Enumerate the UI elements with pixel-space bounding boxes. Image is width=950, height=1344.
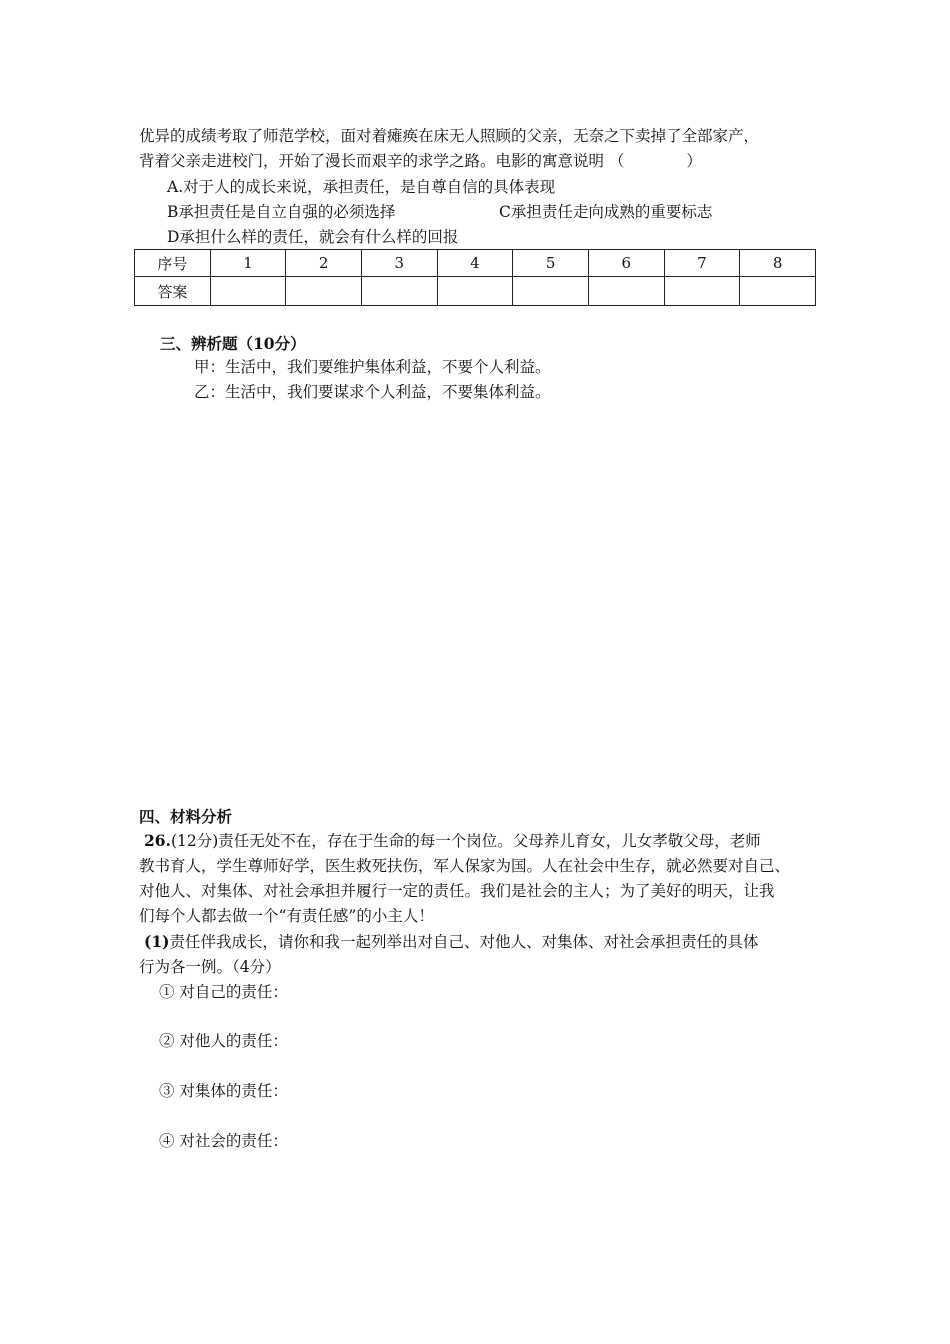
column-number: 1 xyxy=(210,250,286,277)
answer-cell[interactable] xyxy=(361,277,437,306)
answer-prompt-others: ② 对他人的责任： xyxy=(159,1032,288,1050)
column-number: 7 xyxy=(664,250,740,277)
question-text-line-1: 优异的成绩考取了师范学校，面对着瘫痪在床无人照顾的父亲，无奈之下卖掉了全部家产， xyxy=(139,127,760,145)
sub-question-1-line-1 xyxy=(144,931,758,953)
question-26-line-2: 教书育人，学生尊师好学，医生救死扶伤，军人保家为国。人在社会中生存，就必然要对自己、 xyxy=(139,857,791,875)
answer-cell[interactable] xyxy=(664,277,740,306)
answer-table xyxy=(134,249,816,306)
statement-yi: 乙：生活中，我们要谋求个人利益，不要集体利益。 xyxy=(194,383,551,401)
answer-prompt-self: ① 对自己的责任： xyxy=(159,983,288,1001)
column-number: 5 xyxy=(513,250,589,277)
question-26-line-4: 们每个人都去做一个“有责任感”的小主人！ xyxy=(139,907,434,925)
column-number: 4 xyxy=(437,250,513,277)
answer-cell[interactable] xyxy=(740,277,816,306)
row-label-answer: 答案 xyxy=(135,277,211,306)
option-d: D承担什么样的责任，就会有什么样的回报 xyxy=(167,228,459,246)
table-row xyxy=(135,277,816,306)
question-26-line-1 xyxy=(144,830,761,852)
column-number: 6 xyxy=(588,250,664,277)
option-c: C承担责任走向成熟的重要标志 xyxy=(499,203,713,221)
answer-cell[interactable] xyxy=(588,277,664,306)
row-label-number: 序号 xyxy=(135,250,211,277)
option-b: B承担责任是自立自强的必须选择 xyxy=(167,203,396,221)
section-4-title: 四、材料分析 xyxy=(139,807,233,826)
statement-jia: 甲：生活中，我们要维护集体利益，不要个人利益。 xyxy=(194,358,551,376)
answer-prompt-collective: ③ 对集体的责任： xyxy=(159,1082,288,1100)
question-number: 26. xyxy=(144,831,171,850)
sub-question-1-line-2: 行为各一例。（4分） xyxy=(139,958,281,976)
answer-prompt-society: ④ 对社会的责任： xyxy=(159,1132,288,1150)
column-number: 8 xyxy=(740,250,816,277)
question-text-line-2: 背着父亲走进校门，开始了漫长而艰辛的求学之路。电影的寓意说明 （ ） xyxy=(139,152,702,170)
answer-cell[interactable] xyxy=(210,277,286,306)
sub-question-number: (1) xyxy=(144,932,170,951)
question-26-text: (12分)责任无处不在，存在于生命的每一个岗位。父母养儿育女，儿女孝敬父母，老师 xyxy=(170,832,761,850)
table-row xyxy=(135,250,816,277)
sub-question-1-text: 责任伴我成长，请你和我一起列举出对自己、对他人、对集体、对社会承担责任的具体 xyxy=(169,933,759,951)
answer-cell[interactable] xyxy=(286,277,362,306)
answer-cell[interactable] xyxy=(513,277,589,306)
question-26-line-3: 对他人、对集体、对社会承担并履行一定的责任。我们是社会的主人；为了美好的明天，让我 xyxy=(139,882,775,900)
option-a: A.对于人的成长来说，承担责任，是自尊自信的具体表现 xyxy=(167,178,556,196)
column-number: 2 xyxy=(286,250,362,277)
answer-cell[interactable] xyxy=(437,277,513,306)
section-3-title: 三、辨析题（10分） xyxy=(160,334,306,353)
column-number: 3 xyxy=(361,250,437,277)
